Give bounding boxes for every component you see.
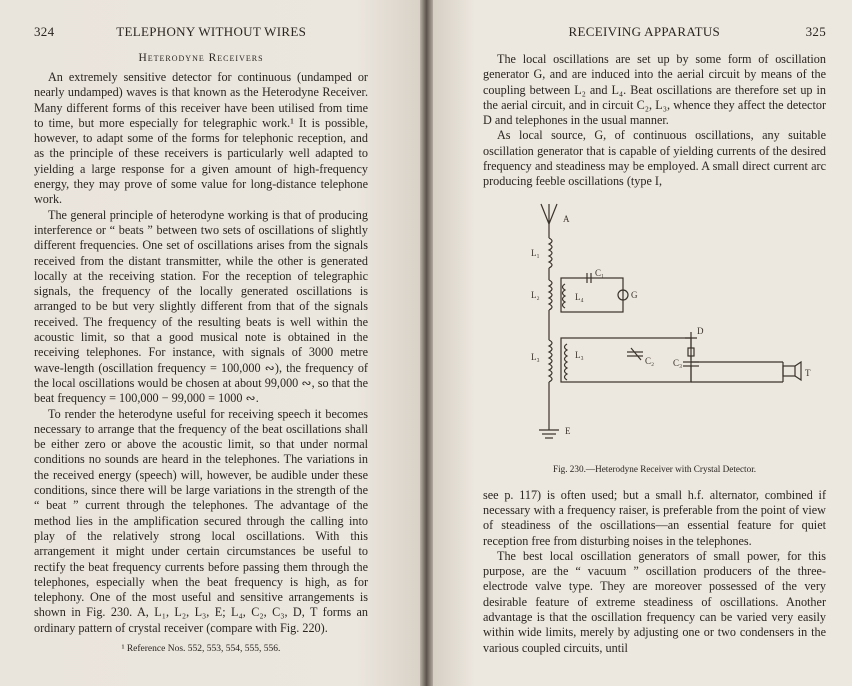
svg-text:E: E [565,425,571,436]
receiver-circuit [561,338,691,382]
left-page-number: 324 [34,24,55,39]
right-running-title: RECEIVING APPARATUS [568,24,721,39]
svg-text:T: T [805,367,811,378]
coil-l3 [549,340,552,382]
left-paragraph-1: An extremely sensitive detector for continuous (undamped or nearly undamped) waves is that known as the Heterodyne Receiver. Many different forms of this receiver have been utilised from time to time, but more especially for telegraphic work.¹ It is possible, however, to adapt some of the forms for telephonic reception, and as the principle of these receivers is particularly well adapted to yielding a large response for a given amount of high-frequency energy, they may prove of some value for long-distance telephone work. [34,70,368,207]
left-running-title: TELEPHONY WITHOUT WIRES [116,24,307,39]
coil-l2 [549,280,552,310]
left-paragraph-3: To render the heterodyne useful for receiving speech it becomes necessary to arrange that the frequency of the beat oscillations shall be either zero or above the acoustic limit, so that under normal conditions no sounds are heard in the telephones. The variations in the received energy (speech) will, however, be audible under these conditions, since there will be large variations in the strength of the “ beat ” current through the telephones. The advantage of the method lies in the amplification secured through the calling into play of the relatively strong local oscillations. With this arrangement it might under certain circumstances be useful to rectify the beat frequency currents before passing them through the telephones, especially when the beat frequency is high, as for telephony. One of the most useful and sensitive arrangements is shown in Fig. 230. A, L₁, L₂, L₃, E; L₄, C₂, C₃, D, T forms an ordinary pattern of crystal receiver (compare with Fig. 220). [34,406,368,635]
detector-symbol [685,332,697,338]
right-paragraph-4: The best local oscillation generators of small power, for this purpose, are the “ vacuum ” oscillation producers of the three-electrode valve type. They are moreover possessed of the very desirable feature of extreme steadiness of oscillations. Another advantage is that the oscillation frequency can be varied very easily within wide limits, merely by adjusting one or two condensers in the various coupled circuits, until [483,548,826,655]
svg-text:L₁: L₁ [531,247,540,258]
figure-caption: Fig. 230.—Heterodyne Receiver with Crystal Detector. [552,463,757,474]
svg-text:L₃: L₃ [531,351,540,362]
telephone-symbol [783,366,795,376]
generator-circuit [561,278,623,312]
left-running-head [34,24,368,40]
svg-text:D: D [697,325,704,336]
label-aerial: A [563,213,570,224]
circuit-diagram-figure [483,198,826,460]
svg-text:G: G [631,289,638,300]
right-running-head [483,24,826,40]
left-paragraph-2: The general principle of heterodyne working is that of producing interference or “ beats ” between two sets of oscillations of slightly different frequencies. One set of oscillations arises from the signals received from the distant transmitter, while the other is generated locally at the receiving station. For the reception of telegraphic signals, the frequency of the locally generated oscillations is arranged to be but very slightly different from that of the signals received. The frequency of the resulting beats is well within the acoustic limit, so that a good musical note is obtained in the receiving telephones. For instance, with signals of 3000 metre wave-length (oscillation frequency = 100,000 ∾), the frequency of the local oscillations would be chosen at about 99,000 ∾, so that the beat frequency = 100,000 − 99,000 = 1000 ∾. [34,207,368,406]
right-paragraph-1: The local oscillations are set up by some form of oscillation generator G, and are induced into the aerial circuit by means of the coupling between L₂ and L₄. Beat oscillations are therefore set up in the aerial circuit, and in circuit C₂, L₃, whence they affect the detector D and telephones in the usual manner. [483,52,826,128]
footnote: ¹ Reference Nos. 552, 553, 554, 555, 556. [121,643,281,654]
svg-text:L₂: L₂ [531,289,540,300]
svg-text:L₄: L₄ [575,291,584,302]
svg-text:C₁: C₁ [595,267,605,278]
right-paragraph-2: As local source, G, of continuous oscillations, any suitable oscillation generator that is capable of yielding currents of the desired frequency and steadiness may be employed. A small direct current arc producing feeble oscillations (type I, [483,128,826,189]
coil-l3-secondary [565,344,568,380]
circuit-diagram [483,198,826,460]
coil-l1 [549,238,552,268]
left-page [0,0,420,686]
aerial-symbol [541,204,557,224]
svg-text:C₃: C₃ [673,357,683,368]
right-page-number: 325 [805,24,826,39]
svg-text:C₂: C₂ [645,355,655,366]
book-gutter [420,0,433,686]
coil-l4 [563,284,566,308]
svg-text:L₃: L₃ [575,349,584,360]
right-paragraph-3: see p. 117) is often used; but a small h.f. alternator, combined if necessary with a frequency raiser, is preferable from the point of view of steadiness of the oscillations—an essential feature for quiet reception free from disturbing noises in the telephones. [483,487,826,548]
right-page [433,0,852,686]
section-title: Heterodyne Receivers [138,52,264,64]
